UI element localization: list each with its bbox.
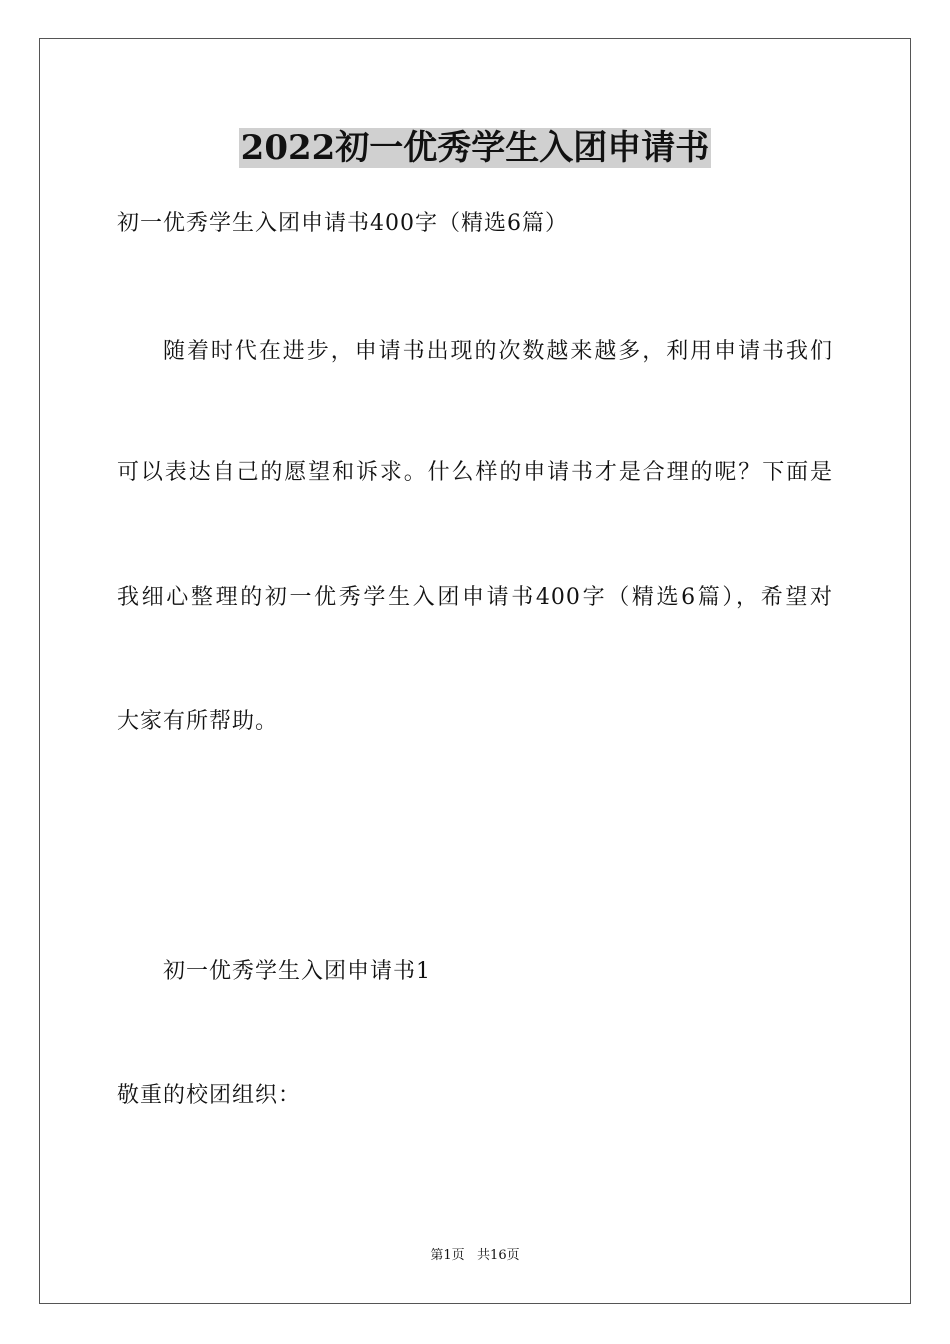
- document-title: [0, 126, 950, 170]
- intro-line-1: 随着时代在进步，申请书出现的次数越来越多，利用申请书我们: [163, 339, 833, 364]
- salutation: 敬重的校团组织：: [117, 1083, 302, 1108]
- document-title-text: 2022初一优秀学生入团申请书: [240, 128, 710, 168]
- section-heading: 初一优秀学生入团申请书1: [163, 959, 431, 984]
- document-subtitle: 初一优秀学生入团申请书400字（精选6篇）: [117, 211, 568, 236]
- page-footer: 第1页 共16页: [430, 1248, 520, 1263]
- intro-line-2: 可以表达自己的愿望和诉求。什么样的申请书才是合理的呢？下面是: [117, 460, 833, 485]
- intro-line-4: 大家有所帮助。: [117, 709, 279, 734]
- intro-line-3: 我细心整理的初一优秀学生入团申请书400字（精选6篇），希望对: [117, 585, 833, 610]
